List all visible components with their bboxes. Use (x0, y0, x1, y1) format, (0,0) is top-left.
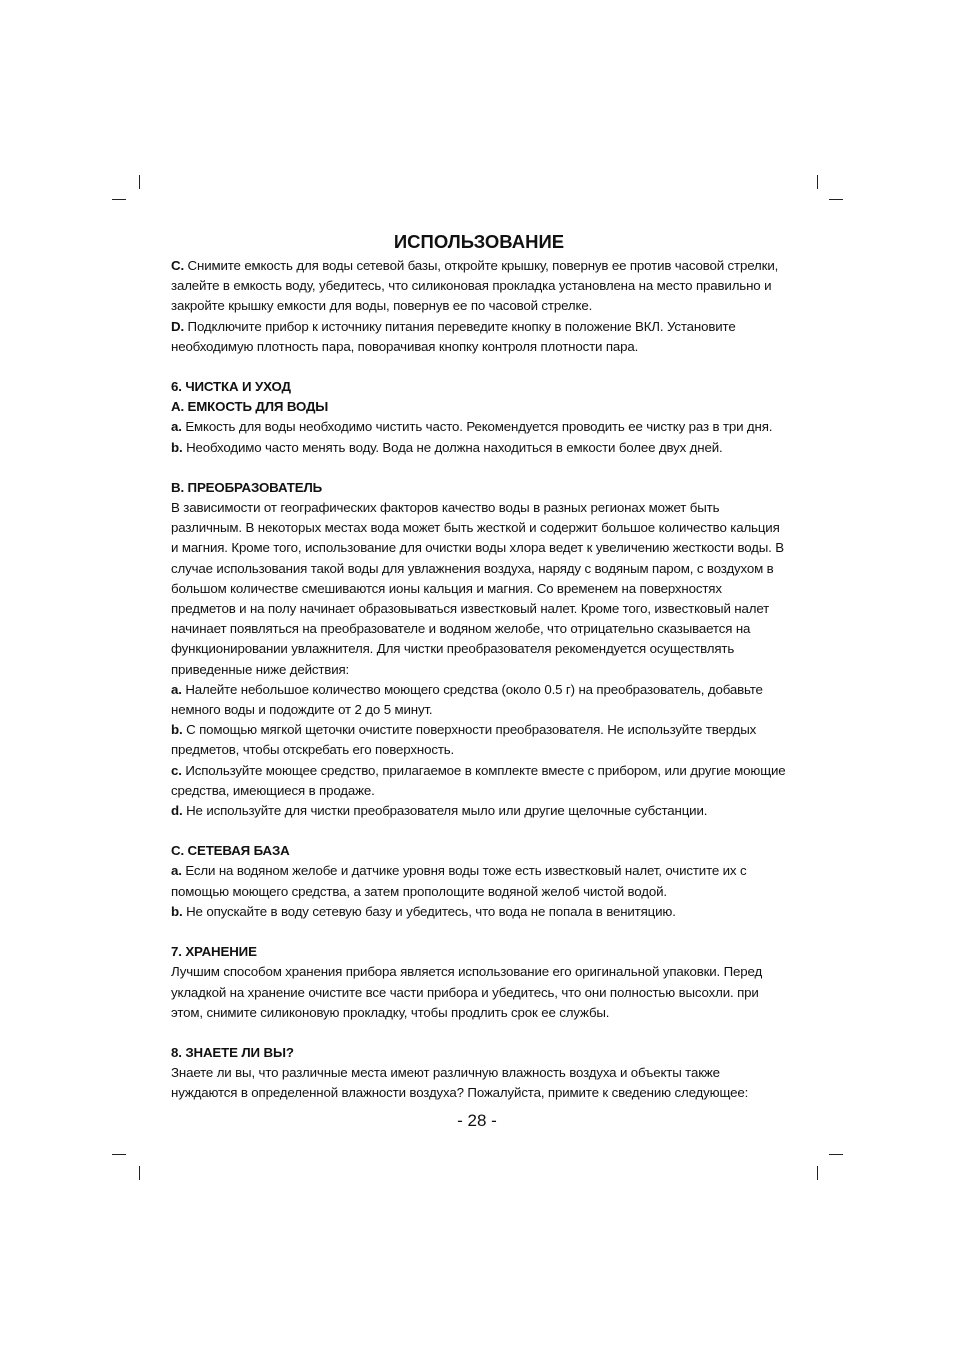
paragraph-text: Если на водяном желобе и датчике уровня воды тоже есть известковый налет, очистите их с помощью моющего средства, а затем прополощите водяной желоб чистой водой. (171, 863, 747, 899)
crop-mark-top-right-vertical (817, 175, 818, 189)
subsection-heading-water-tank: A. ЕМКОСТЬ ДЛЯ ВОДЫ (171, 399, 329, 415)
list-item (171, 680, 787, 720)
page-title: ИСПОЛЬЗОВАНИЕ (393, 231, 565, 252)
paragraph-text: Налейте небольшое количество моющего средства (около 0.5 г) на преобразователь, добавьте немного воды и подождите от 2 до 5 минут. (171, 681, 763, 718)
transducer-intro-paragraph: В зависимости от географических факторов качество воды в разных регионах может быть различным. В некоторых местах вода может быть жесткой и содержит большое количество кальция и магния. Кроме того, использование для очистки воды хлора ведет к увеличению жесткости воды. В случае использования такой воды для увлажнения воздуха, наряду с водяным паром, с воздухом в большом количестве смешиваются ионы кальция и магния. Со временем на поверхностях предметов и на полу начинает образовываться известковый налет. Кроме того, известковый налет начинает появляться на преобразователе и водяном желобе, что отрицательно сказывается на функционировании увлажнителя. Для чистки преобразователя рекомендуется осуществлять приведенные ниже действия: (171, 500, 784, 677)
paragraph-text: Снимите емкость для воды сетевой базы, откройте крышку, повернув ее против часовой стрелки, залейте в емкость воду, убедитесь, что силиконовая прокладка установлена на место правильно и закройте крышку емкости для воды, повернув ее по часовой стрелке. (171, 258, 779, 314)
paragraph-text: Не используйте для чистки преобразователя мыло или другие щелочные субстанции. (182, 803, 708, 819)
crop-mark-top-left-vertical (139, 175, 140, 189)
paragraph-text: Используйте моющее средство, прилагаемое в комплекте вместе с прибором, или другие моющие средства, имеющиеся в продаже. (171, 762, 786, 798)
crop-mark-bottom-left-vertical (139, 1166, 140, 1180)
crop-mark-bottom-right-vertical (817, 1166, 818, 1180)
subsection-heading-transducer: B. ПРЕОБРАЗОВАТЕЛЬ (171, 479, 323, 495)
list-item (171, 801, 787, 821)
list-marker: b. (171, 439, 183, 455)
crop-mark-bottom-left-horizontal (112, 1154, 126, 1155)
list-item (171, 438, 787, 458)
list-item (171, 902, 787, 922)
paragraph-text: Подключите прибор к источнику питания переведите кнопку в положение ВКЛ. Установите необходимую плотность пара, поворачивая кнопку контроля плотности пара. (171, 318, 736, 354)
list-marker: a. (171, 681, 182, 697)
list-marker: a. (171, 863, 182, 879)
crop-mark-bottom-right-horizontal (829, 1154, 843, 1155)
list-item (171, 417, 787, 437)
section-heading-did-you-know: 8. ЗНАЕТЕ ЛИ ВЫ? (171, 1044, 294, 1060)
paragraph-text: Не опускайте в воду сетевую базу и убедитесь, что вода не попала в венитяцию. (182, 903, 676, 919)
subsection-heading-base: C. СЕТЕВАЯ БАЗА (171, 843, 290, 859)
list-marker: d. (171, 803, 183, 819)
page-content (171, 228, 787, 1104)
crop-mark-top-left-horizontal (112, 199, 126, 200)
list-marker: b. (171, 903, 183, 919)
list-marker: b. (171, 722, 183, 738)
list-marker: c. (171, 762, 182, 778)
storage-paragraph: Лучшим способом хранения прибора является использование его оригинальной упаковки. Перед укладкой на хранение очистите все части прибора и убедитесь, что они полностью высохли. при этом, снимите силиконовую прокладку, чтобы продлить срок ее службы. (171, 964, 763, 1020)
section-heading-storage: 7. ХРАНЕНИЕ (171, 944, 257, 960)
list-item (171, 720, 787, 760)
usage-step-c (171, 256, 787, 317)
list-item (171, 861, 787, 901)
crop-mark-top-right-horizontal (829, 199, 843, 200)
page-number: - 28 - (457, 1111, 497, 1130)
did-you-know-paragraph: Знаете ли вы, что различные места имеют различную влажность воздуха и объекты также нуждаются в определенной влажности воздуха? Пожалуйста, примите к сведению следующее: (171, 1065, 749, 1101)
usage-step-d (171, 317, 787, 357)
section-heading-cleaning: 6. ЧИСТКА И УХОД (171, 379, 291, 395)
list-marker: a. (171, 419, 182, 435)
list-marker: C. (171, 258, 184, 273)
list-item (171, 761, 787, 801)
paragraph-text: Емкость для воды необходимо чистить часто. Рекомендуется проводить ее чистку раз в три дня. (181, 419, 773, 435)
list-marker: D. (171, 318, 184, 334)
paragraph-text: Необходимо часто менять воду. Вода не должна находиться в емкости более двух дней. (182, 439, 723, 455)
paragraph-text: С помощью мягкой щеточки очистите поверхности преобразователя. Не используйте твердых предметов, чтобы отскребать его поверхность. (171, 722, 757, 758)
